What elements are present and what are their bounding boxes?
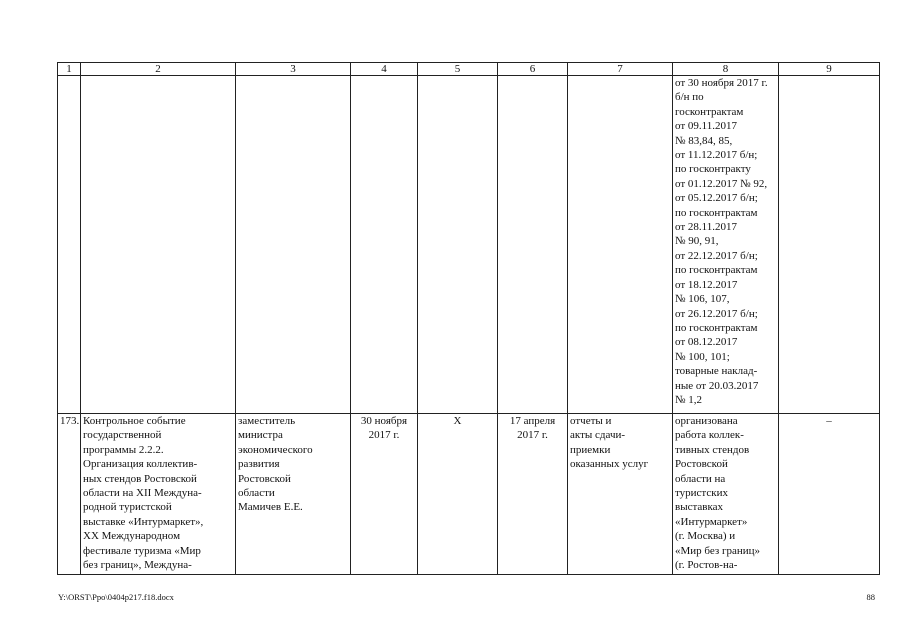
cell-col9: – <box>779 414 880 575</box>
fact-date-text: 17 апреля 2017 г. <box>509 415 556 442</box>
table-row-continuation <box>58 76 880 414</box>
cell-fact-date <box>498 414 568 575</box>
header-cell-7: 7 <box>568 63 673 76</box>
table-row-173 <box>58 414 880 575</box>
plan-date-text: 30 ноября 2017 г. <box>360 415 408 442</box>
header-row <box>58 63 880 76</box>
header-cell-4: 4 <box>351 63 418 76</box>
cell-documents <box>568 414 673 575</box>
report-table <box>57 62 880 575</box>
responsible-text: заместитель министра экономического развития Ростовской области Мамичев Е.Е. <box>238 415 313 514</box>
cell-event <box>81 414 236 575</box>
header-cell-6: 6 <box>498 63 568 76</box>
cell-empty <box>568 76 673 414</box>
header-cell-9: 9 <box>779 63 880 76</box>
cell-empty <box>81 76 236 414</box>
cell-plan-date <box>351 414 418 575</box>
header-cell-2: 2 <box>81 63 236 76</box>
cell-empty <box>498 76 568 414</box>
documents-text: отчеты и акты сдачи- приемки оказанных услуг <box>570 415 649 471</box>
footer-file-path: Y:\ORST\Ppo\0404p217.f18.docx <box>58 592 174 602</box>
row-number: 173. <box>58 414 81 575</box>
header-cell-5: 5 <box>418 63 498 76</box>
result-text: организована работа коллек- тивных стендов Ростовской области на туристских выставках «Интурмаркет» (г. Москва) и «Мир без границ» (г. Ростов-на- <box>675 415 761 572</box>
cell-empty <box>779 76 880 414</box>
cell-result <box>673 414 779 575</box>
cell-empty <box>418 76 498 414</box>
cell-empty <box>58 76 81 414</box>
cell-col5: X <box>418 414 498 575</box>
cell-empty <box>351 76 418 414</box>
header-cell-1: 1 <box>58 63 81 76</box>
result-continuation-text: от 30 ноября 2017 г. б/н по госконтрактам от 09.11.2017 № 83,84, 85, от 11.12.2017 б/н; по госконтракту от 01.12.2017 № 92, от 05.12.2017 б/н; по госконтрактам от 28.11.2017 № 90, 91, от 22.12.2017 б/н; по госконтрактам от 18.12.2017 № 106, 107, от 26.12.2017 б/н; по госконтрактам от 08.12.2017 № 100, 101; товарные наклад- ные от 20.03.2017 № 1,2 <box>675 77 768 406</box>
footer-page-number: 88 <box>866 592 875 602</box>
cell-responsible <box>236 414 351 575</box>
cell-empty <box>236 76 351 414</box>
header-cell-8: 8 <box>673 63 779 76</box>
event-text: Контрольное событие государственной программы 2.2.2. Организация коллектив- ных стендов Ростовской области на XII Междуна- родной туристской выставке «Интурмаркет», XX Международном фестивале туризма «Мир без границ», Междуна- <box>83 415 204 572</box>
header-cell-3: 3 <box>236 63 351 76</box>
cell-result-continuation <box>673 76 779 414</box>
